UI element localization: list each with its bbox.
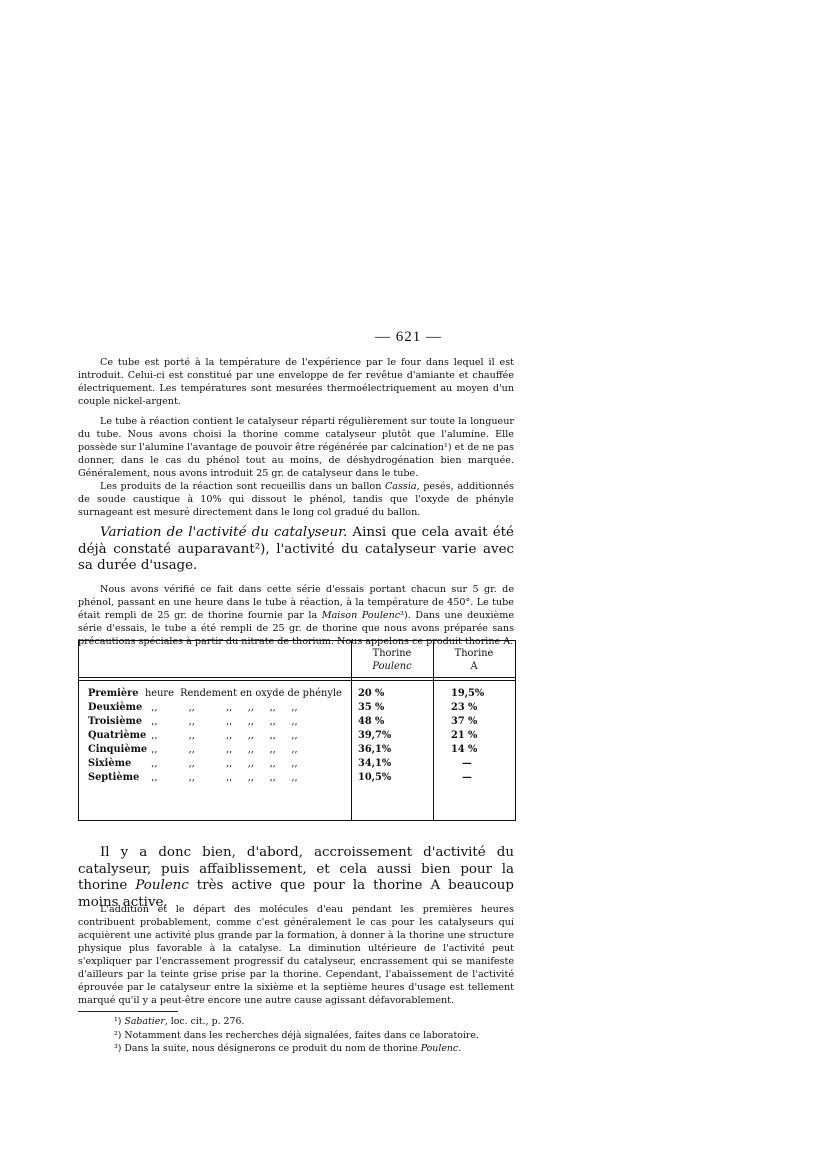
paragraph-text — [78, 583, 514, 648]
table-rule — [79, 677, 515, 678]
cell-poulenc: 39,7% — [358, 730, 392, 741]
row-description: ,, ,, ,, ,, ,, ,, — [145, 744, 298, 755]
row-description: ,, ,, ,, ,, ,, ,, — [145, 772, 298, 783]
text-italic: Poulenc — [135, 878, 189, 893]
footnote-1 — [114, 1015, 534, 1029]
text-run: Nous avons vérifié ce fait dans cette série d'essais portant chacun sur 5 gr. de phénol, passant en une heure dans le tube à réaction, à la température de 450°. Le tube était rempli de 25 gr. de thorine fournie par la — [78, 584, 514, 621]
paragraph-experiment — [78, 583, 514, 648]
footnote-2: ²) Notamment dans les recherches déjà signalées, faites dans ce laboratoire. — [114, 1029, 479, 1041]
text-run: Les produits de la réaction sont recueillis dans un ballon — [100, 481, 385, 492]
row-description: heure Rendement en oxyde de phényle — [145, 688, 342, 699]
section-paragraph — [78, 525, 514, 575]
page-number: — 621 — — [375, 329, 442, 345]
cell-a: 19,5% — [451, 688, 485, 699]
header-line: A — [470, 661, 478, 672]
row-label: Première — [88, 688, 139, 699]
cell-a: — — [462, 772, 472, 783]
row-description: ,, ,, ,, ,, ,, ,, — [145, 716, 298, 727]
section-title: Variation de l'activité du catalyseur. — [100, 525, 348, 540]
footnote-mark: ¹) — [114, 1016, 125, 1027]
cell-poulenc: 34,1% — [358, 758, 392, 769]
row-description: ,, ,, ,, ,, ,, ,, — [145, 758, 298, 769]
cell-poulenc: 20 % — [358, 688, 385, 699]
paragraph-text — [78, 480, 514, 519]
text-italic: Poulenc — [420, 1043, 459, 1054]
cell-a: 37 % — [451, 716, 478, 727]
header-line: Thorine — [454, 648, 494, 659]
header-line: Poulenc — [372, 661, 412, 672]
row-label: Cinquième — [88, 744, 148, 755]
row-label: Quatrième — [88, 730, 147, 741]
cell-poulenc: 36,1% — [358, 744, 392, 755]
cell-a: — — [462, 758, 472, 769]
paragraph-text: L'addition et le départ des molécules d'eau pendant les premières heures contribuent probablement, comme c'est généralement le cas pour les catalyseurs qui acquièrent une activité plus grande par la formation, à donner à la thorine une structure physique plus favorable à la catalyse. La diminution ultérieure de l'activité peut s'expliquer par l'encrassement progressif du catalyseur, encrassement qui se manifeste d'ailleurs par la teinte grise prise par la thorine. Cependant, l'abaissement de l'activité éprouvée par le catalyseur entre la sixième et la septième heures d'usage est tellement marqué qu'il y a peut-être encore une autre cause agissant défavorablement. — [78, 904, 514, 1006]
text-run: Il y a donc bien, d'abord, accroissement d'activité du catalyseur, puis affaiblissement, et cela aussi bien pour la thorine — [78, 845, 514, 893]
conclusion-text — [78, 845, 514, 911]
header-line: Thorine — [372, 648, 412, 659]
paragraph-products — [78, 480, 514, 519]
cell-poulenc: 10,5% — [358, 772, 392, 783]
footnote-3 — [114, 1042, 534, 1056]
paragraph-catalyst — [78, 415, 514, 480]
text-run: , pesés, additionnés de soude caustique à 10% qui dissout le phénol, tandis que l'oxyde de phényle surnageant est mesuré directement dans le long col gradué du ballon. — [78, 481, 514, 518]
text-italic: Sabatier — [124, 1016, 165, 1027]
row-description: ,, ,, ,, ,, ,, ,, — [145, 702, 298, 713]
text-run: très active que pour la thorine A beaucoup moins active. — [78, 878, 514, 910]
cell-poulenc: 48 % — [358, 716, 385, 727]
paragraph-water — [78, 903, 514, 1007]
cell-a: 21 % — [451, 730, 478, 741]
row-label: Troisième — [88, 716, 143, 727]
text-run: ³). Dans une deuxième série d'essais, le tube a été rempli de 25 gr. de thorine que nous avons préparée sans précautions spéciales à partir du nitrate de thorium. Nous appelons ce produit thorine A. — [78, 610, 515, 647]
row-description: ,, ,, ,, ,, ,, ,, — [145, 730, 298, 741]
cell-a: 23 % — [451, 702, 478, 713]
footnotes — [114, 1015, 534, 1056]
results-table — [78, 640, 516, 821]
row-label: Deuxième — [88, 702, 143, 713]
cell-a: 14 % — [451, 744, 478, 755]
text-italic: Maison Poulenc — [321, 610, 401, 621]
table-rule — [79, 680, 515, 681]
text-italic: Cassia — [384, 481, 417, 492]
row-label: Sixième — [88, 758, 132, 769]
paragraph-furnace — [78, 356, 514, 408]
paragraph-conclusion — [78, 845, 514, 911]
paragraph-text: Le tube à réaction contient le catalyseur réparti régulièrement sur toute la longueur du tube. Nous avons choisi la thorine comme catalyseur plutôt que l'alumine. Elle possède sur l'alumine l'avantage de pouvoir être régénérée par calcination¹) et de ne pas donner, dans le cas du phénol tout au moins, de déshydrogénation bien marquée. Généralement, nous avons introduit 25 gr. de catalyseur dans le tube. — [78, 416, 514, 479]
column-header-poulenc — [351, 647, 433, 673]
text-run: Ainsi que cela avait été déjà constaté auparavant²), l'activité du catalyseur varie avec sa durée d'usage. — [78, 525, 514, 573]
row-label: Septième — [88, 772, 140, 783]
cell-poulenc: 35 % — [358, 702, 385, 713]
column-header-a — [433, 647, 515, 673]
text-run: . — [458, 1043, 462, 1054]
text-run: , loc. cit., p. 276. — [164, 1016, 245, 1027]
section-variation — [78, 525, 514, 575]
paragraph-text: Ce tube est porté à la température de l'expérience par le four dans lequel il est introduit. Celui-ci est constitué par une enveloppe de fer revêtue d'amiante et chauffée électriquement. Les températures sont mesurées thermoélectriquement au moyen d'un couple nickel-argent. — [78, 357, 514, 407]
text-run: ³) Dans la suite, nous désignerons ce produit du nom de thorine — [114, 1043, 421, 1054]
footnote-rule — [78, 1011, 178, 1012]
